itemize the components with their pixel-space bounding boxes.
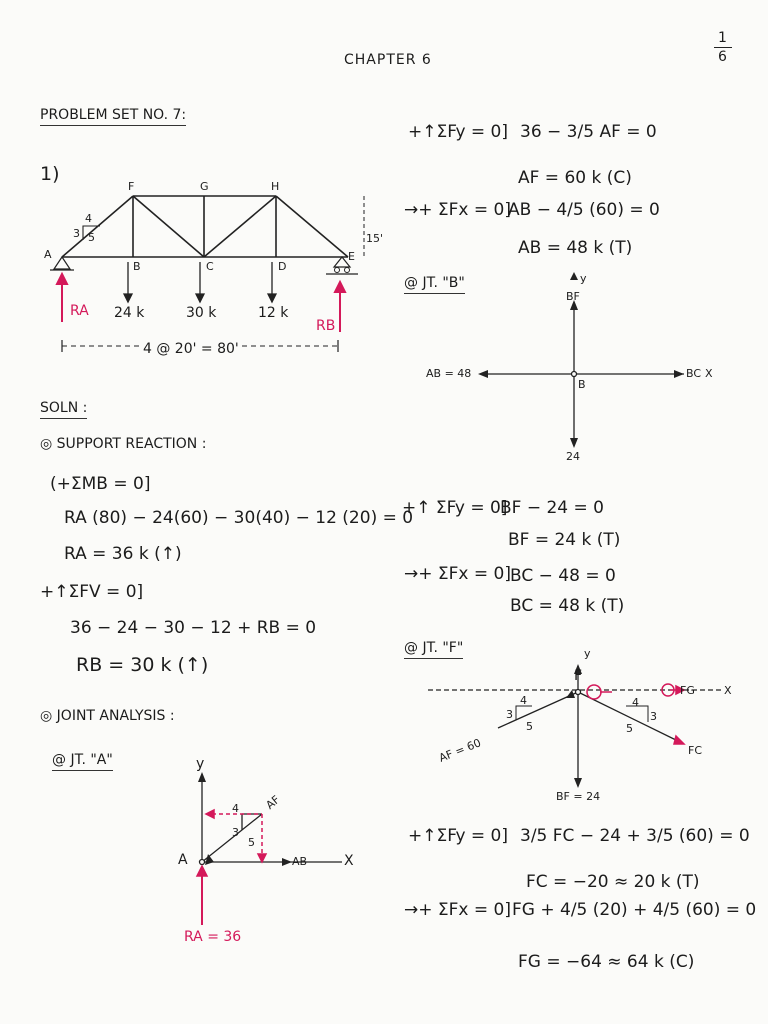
joint-f-bf-label: BF = 24 [556, 790, 601, 803]
joint-f-left-run: 4 [520, 694, 527, 707]
joint-f-eq-fy: +↑ΣFy = 0] [408, 826, 509, 846]
load-label-3: 12 k [258, 305, 289, 321]
joint-a-node-label: A [178, 852, 188, 868]
support-reaction-heading: ◎ SUPPORT REACTION : [40, 436, 207, 452]
problem-number: 1) [40, 163, 60, 185]
joint-a-x-label: X [344, 853, 354, 869]
joint-a-hyp-label: 5 [248, 836, 255, 849]
joint-f-right-hyp: 5 [626, 722, 633, 735]
truss-label-f: F [128, 180, 135, 193]
joint-analysis-heading: ◎ JOINT ANALYSIS : [40, 708, 175, 724]
joint-f-result-fg: FG = −64 ≈ 64 k (C) [518, 952, 695, 972]
truss-label-g: G [200, 180, 209, 193]
joint-f-right-run: 4 [632, 696, 639, 709]
joint-b-node-label: B [578, 378, 586, 391]
chapter-title: CHAPTER 6 [344, 52, 432, 68]
joint-a-rise-label: 3 [232, 826, 239, 839]
joint-f-node-label: F [574, 668, 583, 684]
truss-label-c: C [206, 260, 214, 273]
page-number-top: 1 [718, 30, 727, 46]
joint-f-af-label: AF = 60 [437, 736, 483, 765]
joint-b-bf-label: BF [566, 290, 580, 303]
joint-a-result-af: AF = 60 k (C) [518, 168, 632, 188]
joint-a-y-label: y [196, 756, 205, 772]
joint-a-heading: @ JT. "A" [52, 752, 113, 771]
joint-f-y-label: y [584, 647, 591, 660]
joint-b-eq-fx: →+ ΣFx = 0] [404, 564, 511, 584]
joint-b-result-bf: BF = 24 k (T) [508, 530, 621, 550]
truss-label-h: H [271, 180, 280, 193]
joint-f-left-hyp: 5 [526, 720, 533, 733]
span-dimension: 4 @ 20' = 80' [140, 341, 242, 357]
joint-a-eq-fx-rhs: AB − 4/5 (60) = 0 [508, 200, 660, 220]
joint-a-eq-fx: →+ ΣFx = 0] [404, 200, 511, 220]
support-eq-5: 36 − 24 − 30 − 12 + RB = 0 [70, 618, 317, 638]
joint-a-result-ab: AB = 48 k (T) [518, 238, 633, 258]
joint-f-result-fc: FC = −20 ≈ 20 k (T) [526, 872, 700, 892]
truss-slope-rise: 3 [73, 227, 80, 240]
joint-f-x-label: X [724, 684, 732, 697]
joint-b-y-label: y [580, 272, 587, 285]
joint-f-eq-fy-rhs: 3/5 FC − 24 + 3/5 (60) = 0 [520, 826, 750, 846]
truss-slope-hyp: 5 [88, 231, 95, 244]
joint-b-load-label: 24 [566, 450, 580, 463]
joint-a-af-label: AF [263, 793, 283, 812]
joint-a-ab-label: AB [292, 855, 308, 868]
joint-f-left-rise: 3 [506, 708, 513, 721]
joint-f-eq-fx: →+ ΣFx = 0] [404, 900, 511, 920]
load-label-1: 24 k [114, 305, 145, 321]
truss-label-b: B [133, 260, 141, 273]
problem-set-heading: PROBLEM SET NO. 7: [40, 107, 186, 126]
truss-label-e: E [348, 250, 355, 263]
page-number-bottom: 6 [718, 49, 727, 65]
reaction-label-b: RB [316, 318, 336, 334]
joint-b-eq-fy: +↑ ΣFy = 0] [402, 498, 508, 518]
joint-b-heading: @ JT. "B" [404, 275, 465, 294]
support-eq-4: +↑ΣFV = 0] [40, 582, 144, 602]
truss-slope-run: 4 [85, 212, 92, 225]
joint-a-reaction-label: RA = 36 [184, 929, 242, 945]
joint-f-fg-label: FG [680, 684, 695, 697]
truss-label-d: D [278, 260, 287, 273]
truss-label-a: A [44, 248, 52, 261]
reaction-label-a: RA [70, 303, 89, 319]
joint-a-eq-fy: +↑ΣFy = 0] [408, 122, 509, 142]
solution-heading: SOLN : [40, 400, 87, 419]
joint-f-right-rise: 3 [650, 710, 657, 723]
joint-b-bc-label: BC [686, 367, 702, 380]
joint-f-fc-label: FC [688, 744, 703, 757]
support-eq-1: (+ΣMB = 0] [50, 474, 151, 494]
joint-b-eq-fx-rhs: BC − 48 = 0 [510, 566, 616, 586]
joint-b-result-bc: BC = 48 k (T) [510, 596, 625, 616]
joint-b-ab-label: AB = 48 [426, 367, 472, 380]
joint-a-eq-fy-rhs: 36 − 3/5 AF = 0 [520, 122, 657, 142]
truss-height: 15' [366, 232, 384, 245]
joint-f-heading: @ JT. "F" [404, 640, 463, 659]
joint-a-run-label: 4 [232, 802, 239, 815]
joint-b-eq-fy-rhs: BF − 24 = 0 [500, 498, 604, 518]
support-eq-6: RB = 30 k (↑) [76, 654, 209, 676]
load-label-2: 30 k [186, 305, 217, 321]
joint-b-x-label: X [705, 367, 713, 380]
support-eq-2: RA (80) − 24(60) − 30(40) − 12 (20) = 0 [64, 508, 414, 528]
joint-f-eq-fx-rhs: FG + 4/5 (20) + 4/5 (60) = 0 [512, 900, 757, 920]
support-eq-3: RA = 36 k (↑) [64, 544, 182, 564]
